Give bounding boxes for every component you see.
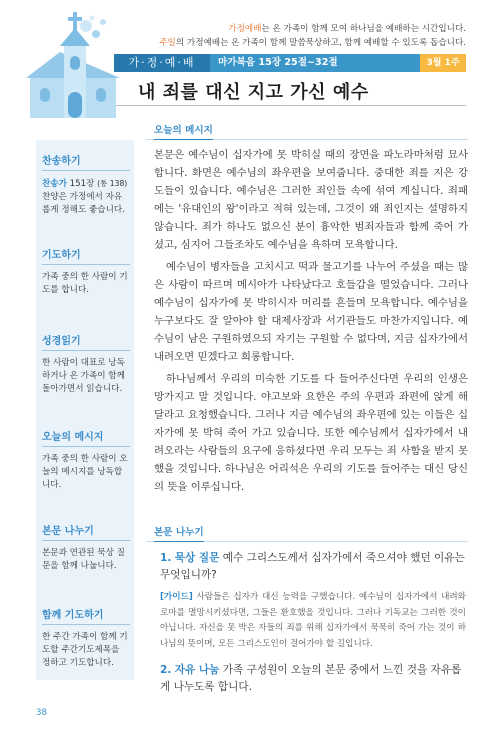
sidebar-heading-closing: 함께 기도하기 [42,606,130,625]
question-1-number: 1. [160,552,172,564]
scripture-reference: 마가복음 15장 25절~32절 [218,57,338,68]
share-note: 본문과 연관된 묵상 질문을 함께 나눕니다. [42,548,125,571]
question-2-number: 2. [160,664,172,676]
guide-text: 사람들은 십자가 대신 능력을 구했습니다. 예수님이 십자가에서 내려와 로마를 멸망시키셨다면, 그들은 환호했을 것입니다. 그러나 기독교는 그러한 것이 아닙니다. 자신을 못 박은 자들의 죄를 위해 십자가에서 묵묵히 죽어 가는 것이 하나님의 뜻이며, 모든 그리스도인이 걸어가야 할 길입니다. [160,592,466,649]
hymn-label: 찬송가 [42,179,67,189]
message-section-label: 오늘의 메시지 [154,122,213,140]
sidebar-heading-hymn: 찬송하기 [42,152,130,171]
sidebar-share [42,522,130,573]
sidebar-heading-reading: 성경읽기 [42,332,130,351]
page-number: 38 [36,708,47,718]
hymn-number-alt: (통 138) [97,179,128,188]
sidebar-closing-prayer [42,606,130,670]
closing-note: 한 주간 가족이 함께 기도할 주간기도제목을 정하고 기도합니다. [42,632,128,668]
sidebar-reading [42,332,130,396]
question-1-keyword: 묵상 질문 [174,552,220,564]
guide-note [160,590,466,652]
order-of-worship-sidebar [36,140,134,680]
share-section [146,520,468,696]
hymn-note: 찬양은 가정에서 자유롭게 정해도 좋습니다. [42,192,125,215]
message-note: 가족 중의 한 사람이 오늘의 메시지를 낭독합니다. [42,454,128,490]
question-1 [160,550,466,584]
sidebar-hymn [42,152,130,217]
question-2 [160,662,466,696]
title-divider [116,105,466,106]
prayer-note: 가족 중의 한 사람이 기도를 합니다. [42,272,128,295]
question-1-text: 예수 그리스도께서 십자가에서 죽으셔야 했던 이유는 무엇입니까? [160,552,465,581]
hymn-number: 151장 [69,179,95,189]
intro-highlight-1: 가정예배 [228,24,262,34]
guide-tag: [가이드] [160,592,193,602]
intro-line-2: 의 가정예배는 온 가족이 함께 말씀묵상하고, 함께 예배할 수 있도록 돕습니다. [175,38,466,48]
page-title: 내 죄를 대신 지고 가신 예수 [138,82,369,103]
intro-line-1: 는 온 가족이 함께 모여 하나님을 예배하는 시간입니다. [261,24,466,34]
message-paragraph-1: 본문은 예수님이 십자가에 못 박히실 때의 장면을 파노라마처럼 묘사합니다. 화면은 예수님의 좌우편을 보여줍니다. 중대한 죄를 지은 강도들이 있습니다. 예수님은 그러한 죄인들 속에 섞여 계십니다. 죄패에는 '유대인의 왕'이라고 적혀 있는데, 그것이 왜 죄인지는 설명하지 않습니다. 죄가 하나도 없으신 분이 흉악한 범죄자들과 함께 죽어 가셨고, 심지어 그들조차도 예수님을 욕하며 모욕합니다. [154,149,468,251]
title-bar [114,54,466,72]
share-section-label: 본문 나누기 [154,524,204,542]
sidebar-heading-prayer: 기도하기 [42,246,130,265]
message-paragraph-3: 하나님께서 우리의 미숙한 기도를 다 들어주신다면 우리의 인생은 망가지고 말 것입니다. 야고보와 요한은 주의 우편과 좌편에 앉게 해 달라고 요청했습니다. 그러나 지금 예수님의 좌우편에 있는 이들은 십자가에 못 박혀 죽어 가고 있습니다. 또한 예수님께서 십자가에서 내려오라는 사람들의 요구에 응하셨다면 우리 모두는 죄 사함을 받지 못했을 것입니다. 하나님은 어리석은 우리의 기도를 들어주는 대신 당신의 뜻을 이루십니다. [154,373,468,493]
intro-text [136,22,466,50]
intro-highlight-2: 주일 [159,38,176,48]
sidebar-heading-share: 본문 나누기 [42,522,130,541]
question-2-keyword: 자유 나눔 [174,664,220,676]
message-paragraph-2: 예수님이 병자들을 고치시고 떡과 물고기를 나누어 주셨을 때는 많은 사람이 따르며 메시아가 나타났다고 호들갑을 떨었습니다. 그러나 예수님이 십자가에 못 박히시자 머리를 흔들며 모욕합니다. 예수님을 누구보다도 잘 알아야 할 대제사장과 서기관들도 마찬가지입니다. 예수님이 남은 구원하였으되 자기는 구원할 수 없다며, 지금 십자가에서 내려오면 믿겠다고 희롱합니다. [154,261,468,363]
header-banner [0,0,500,118]
sidebar-message [42,428,130,492]
week-badge: 3월 1주 [420,54,466,72]
reading-note: 한 사람이 대표로 낭독하거나 온 가족이 함께 돌아가면서 읽습니다. [42,358,125,394]
question-2-text: 가족 구성원이 오늘의 본문 중에서 느낀 것을 자유롭게 나누도록 합니다. [160,664,462,693]
message-section [146,118,468,496]
section-label: 가·정·예·배 [114,54,210,72]
sidebar-prayer [42,246,130,297]
sidebar-heading-message: 오늘의 메시지 [42,428,130,447]
